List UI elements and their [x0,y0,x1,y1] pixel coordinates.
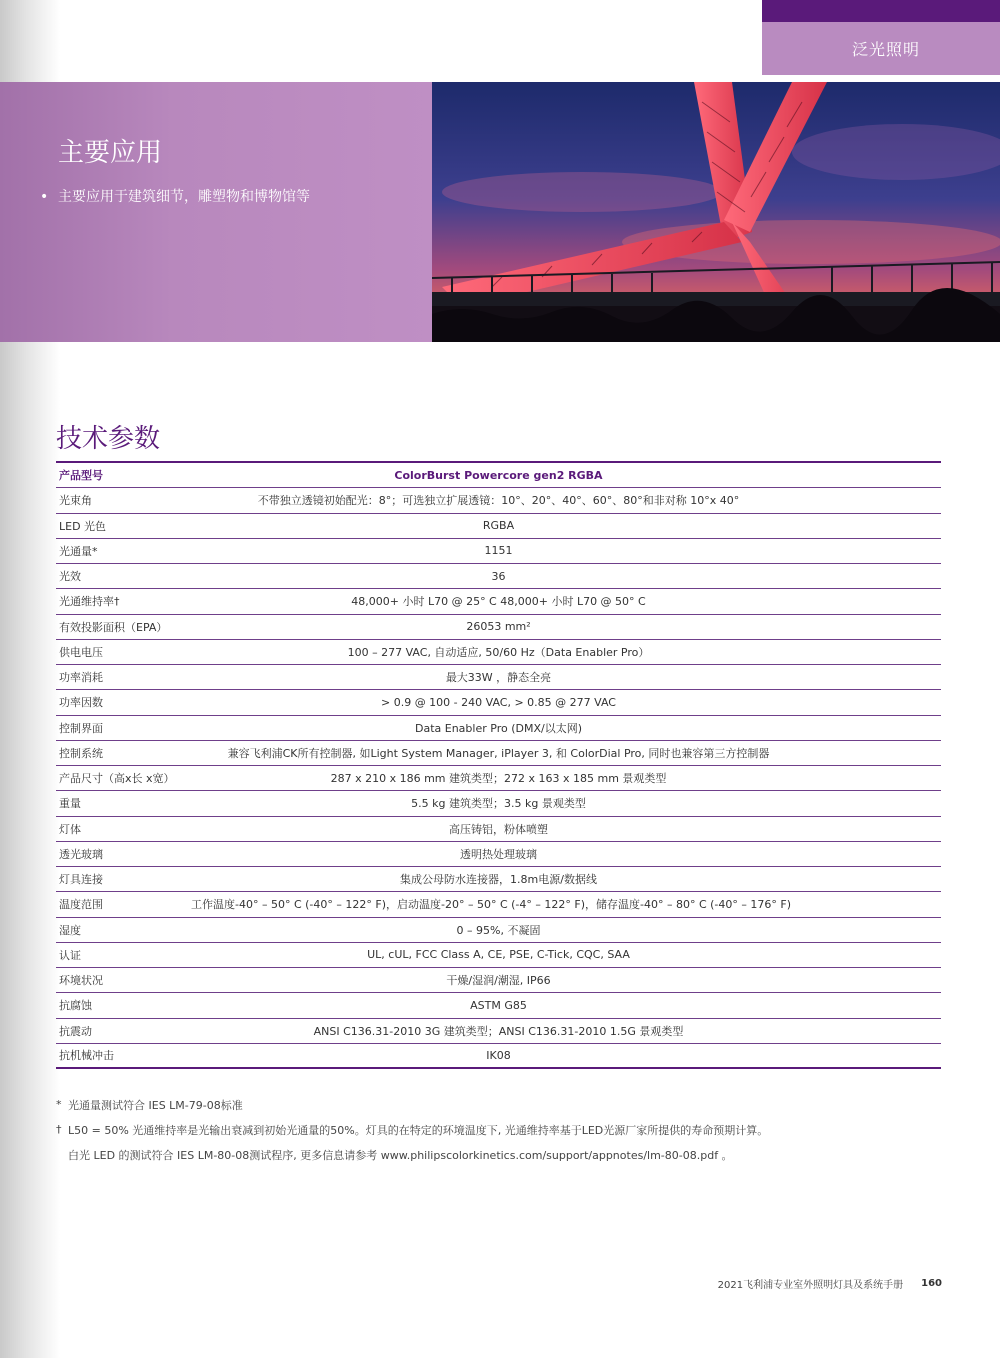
row-label: 灯具连接 [59,873,103,887]
table-row [56,741,941,766]
table-row [56,817,941,842]
row-value: 干燥/湿润/潮湿, IP66 [446,974,551,988]
spec-table [56,461,941,1069]
row-value: UL, cUL, FCC Class A, CE, PSE, C-Tick, CQC, SAA [367,948,630,962]
row-value: 0 – 95%, 不凝固 [456,923,541,937]
row-value: 最大33W ，静态全亮 [445,671,552,685]
row-label: 环境状况 [59,974,103,988]
footnotes [56,1092,946,1167]
bridge-deck [432,292,1000,306]
row-label: 功率因数 [59,696,103,710]
row-label: 重量 [59,797,81,811]
row-label: 抗震动 [59,1024,92,1038]
footnote [56,1117,946,1142]
row-value: 5.5 kg 建筑类型；3.5 kg 景观类型 [411,797,586,811]
footnote-text: 光通量测试符合 IES LM-79-08标准 [68,1098,243,1112]
table-row [56,918,941,943]
row-label: 抗腐蚀 [59,999,92,1013]
row-value: 36 [491,569,506,583]
hero-bullet [40,186,310,206]
hero-photo-illuminated-bridge [432,82,1000,342]
footnote-text: 白光 LED 的测试符合 IES LM-80-08测试程序, 更多信息请参考 www.philipscolorkinetics.com/support/appnotes/lm-80-08.pdf 。 [68,1148,733,1162]
row-label: 光通维持率† [59,595,120,609]
row-label: 有效投影面积（EPA） [59,620,168,634]
table-row [56,514,941,539]
footnote-mark: † [56,1123,62,1136]
row-label: 抗机械冲击 [59,1049,114,1063]
category-tab [762,22,1000,75]
row-value: IK08 [486,1048,511,1062]
table-row [56,488,941,513]
row-value: 不带独立透镜初始配光：8°；可选独立扩展透镜：10°、20°、40°、60°、80°和非对称 10°x 40° [257,494,740,508]
hero-panel [0,82,432,342]
row-label: 光束角 [59,494,92,508]
footnote-text: L50 = 50% 光通维持率是光输出衰减到初始光通量的50%。灯具的在特定的环境温度下, 光通维持率基于LED光源厂家所提供的寿命预期计算。 [68,1123,769,1137]
footnote [56,1142,946,1167]
row-label: 功率消耗 [59,671,103,685]
row-value: RGBA [482,519,515,533]
table-row [56,892,941,917]
row-label: 控制系统 [59,746,103,760]
table-row [56,766,941,791]
spec-rows [56,488,941,1069]
row-value: 48,000+ 小时 L70 @ 25° C 48,000+ 小时 L70 @ 50° C [351,595,646,609]
row-value: 1151 [484,544,513,558]
row-label: 光通量* [59,544,98,558]
table-row [56,1044,941,1069]
category-tab-bar [762,0,1000,22]
row-value: 26053 mm² [466,620,531,634]
row-value: 兼容飞利浦CK所有控制器, 如Light System Manager, iPlayer 3, 和 ColorDial Pro, 同时也兼容第三方控制器 [227,746,770,760]
row-label: 认证 [59,948,81,962]
row-label: 产品尺寸（高x长 x宽） [59,772,175,786]
hero-title: 主要应用 [58,138,163,168]
row-label: 灯体 [59,822,81,836]
hero-bullet-text: 主要应用于建筑细节，雕塑物和博物馆等 [58,189,310,205]
table-row [56,640,941,665]
table-row [56,1019,941,1044]
footer-title: 2021飞利浦专业室外照明灯具及系统手册 [717,1280,904,1291]
row-value: 透明热处理玻璃 [460,847,537,861]
row-value: 集成公母防水连接器，1.8m电源/数据线 [400,873,597,887]
bullet-icon: • [40,189,49,205]
category-tab-label: 泛光照明 [851,40,920,59]
table-row [56,842,941,867]
row-label: 供电电压 [59,645,103,659]
table-row [56,564,941,589]
row-label: LED 光色 [59,519,107,533]
row-value: ANSI C136.31-2010 3G 建筑类型；ANSI C136.31-2010 1.5G 景观类型 [313,1024,684,1038]
table-header-row [56,463,941,488]
page-footer [718,1276,942,1291]
header-label: 产品型号 [59,469,103,483]
footnote-mark: * [56,1098,62,1111]
table-row [56,867,941,892]
table-row [56,993,941,1018]
table-row [56,791,941,816]
page-number: 160 [921,1278,942,1289]
row-value: 287 x 210 x 186 mm 建筑类型；272 x 163 x 185 mm 景观类型 [330,772,667,786]
table-row [56,943,941,968]
table-row [56,968,941,993]
table-row [56,589,941,614]
header-value: ColorBurst Powercore gen2 RGBA [394,468,603,482]
row-label: 湿度 [59,923,81,937]
table-row [56,716,941,741]
table-row [56,615,941,640]
section-title: 技术参数 [56,424,161,454]
row-label: 控制界面 [59,721,103,735]
row-value: 100 – 277 VAC, 自动适应, 50/60 Hz（Data Enabler Pro） [347,645,650,659]
table-row [56,665,941,690]
table-row [56,539,941,564]
row-value: 高压铸铝，粉体喷塑 [449,822,548,836]
footnote [56,1092,946,1117]
row-label: 透光玻璃 [59,847,103,861]
row-value: 工作温度-40° – 50° C (-40° – 122° F)，启动温度-20° – 50° C (-4° – 122° F)，储存温度-40° – 80° C (-40° – 176° F) [191,898,791,912]
row-value: ASTM G85 [470,998,527,1012]
row-value: Data Enabler Pro (DMX/以太网) [415,721,582,735]
row-label: 光效 [59,570,81,584]
row-value: > 0.9 @ 100 - 240 VAC, > 0.85 @ 277 VAC [380,695,616,709]
row-label: 温度范围 [59,898,103,912]
table-row [56,690,941,715]
